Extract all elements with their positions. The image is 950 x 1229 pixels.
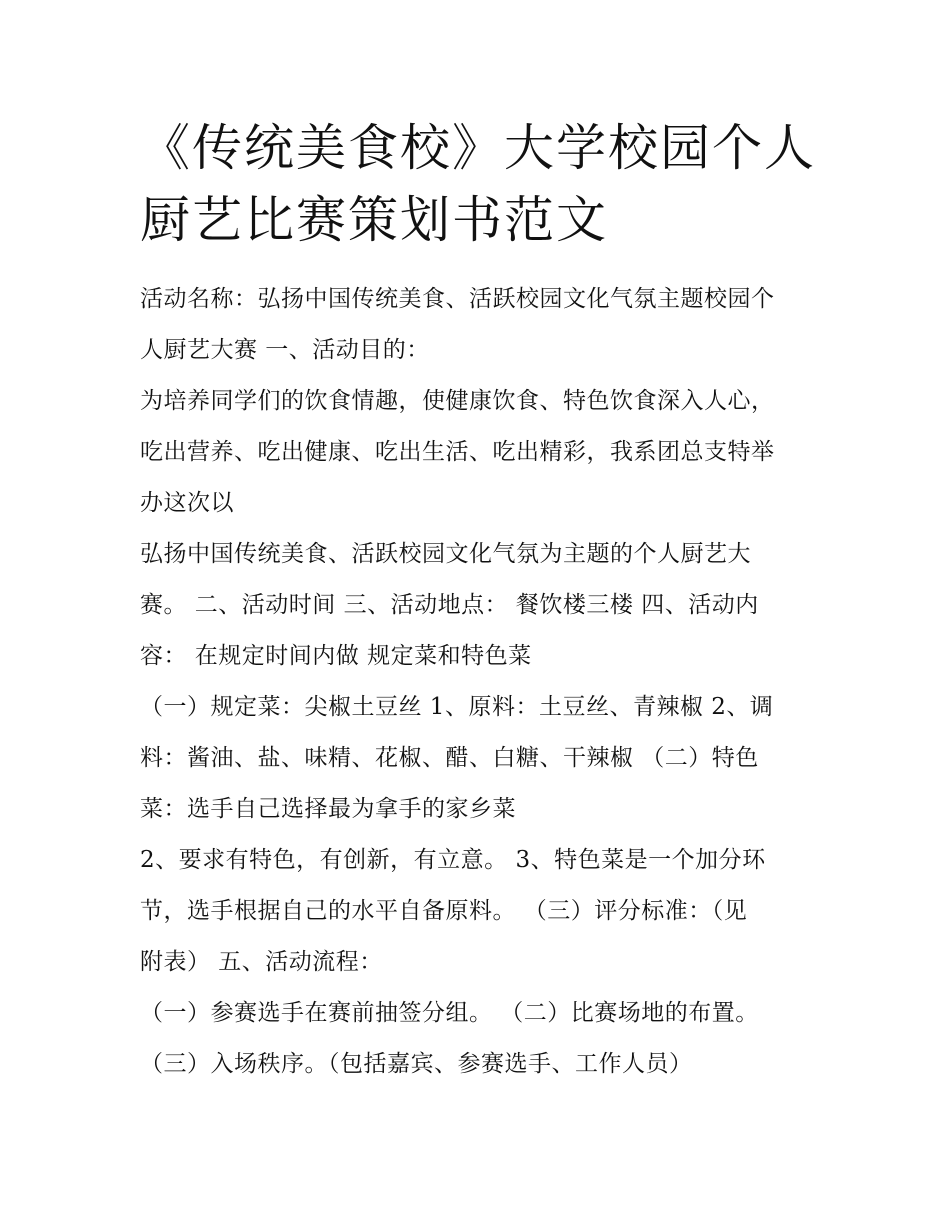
body-line: 弘扬中国传统美食、活跃校园文化气氛为主题的个人厨艺大 bbox=[140, 541, 751, 567]
body-line: （一）规定菜：尖椒土豆丝 1、原料：土豆丝、青辣椒 2、调 bbox=[140, 694, 774, 720]
document-title bbox=[140, 112, 840, 256]
body-line: 容： 在规定时间内做 规定菜和特色菜 bbox=[140, 643, 532, 669]
body-line: 办这次以 bbox=[140, 490, 234, 516]
body-line: 为培养同学们的饮食情趣，使健康饮食、特色饮食深入人心， bbox=[140, 388, 775, 414]
body-line: 节，选手根据自己的水平自备原料。 （三）评分标准：（见 bbox=[140, 898, 748, 924]
body-line: 料：酱油、盐、味精、花椒、醋、白糖、干辣椒 （二）特色 bbox=[140, 745, 759, 771]
body-line: 吃出营养、吃出健康、吃出生活、吃出精彩，我系团总支特举 bbox=[140, 439, 775, 465]
title-line-1: 《传统美食校》大学校园个人 bbox=[140, 119, 816, 177]
body-line: （三）入场秩序。（包括嘉宾、参赛选手、工作人员） bbox=[140, 1051, 693, 1077]
body-line: （一）参赛选手在赛前抽签分组。 （二）比赛场地的布置。 bbox=[140, 1000, 759, 1026]
body-line: 人厨艺大赛 一、活动目的： bbox=[140, 337, 430, 363]
body-line: 赛。 二、活动时间 三、活动地点： 餐饮楼三楼 四、活动内 bbox=[140, 592, 759, 618]
body-line: 2、要求有特色，有创新，有立意。 3、特色菜是一个加分环 bbox=[140, 847, 766, 873]
title-line-2: 厨艺比赛策划书范文 bbox=[140, 191, 608, 249]
body-line: 活动名称：弘扬中国传统美食、活跃校园文化气氛主题校园个 bbox=[140, 286, 775, 312]
body-line: 附表） 五、活动流程： bbox=[140, 949, 383, 975]
body-line: 菜：选手自己选择最为拿手的家乡菜 bbox=[140, 796, 516, 822]
